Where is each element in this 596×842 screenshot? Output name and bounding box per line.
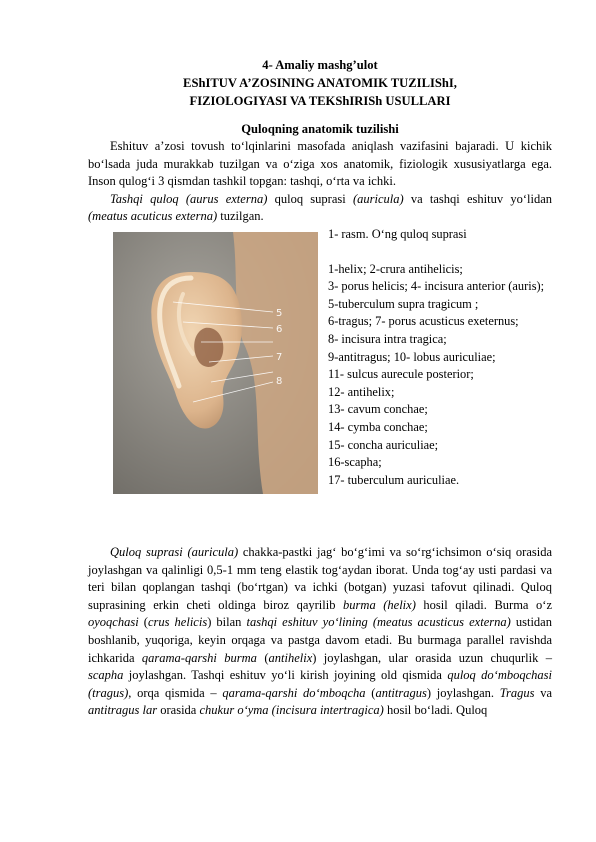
pointer-number: 7	[276, 351, 283, 363]
legend-item: 9-antitragus; 10- lobus auriculiae;	[328, 349, 496, 364]
body-paragraph: Quloq suprasi (auricula) chakka-pastki jag‘ bo‘g‘imi va so‘rg‘ichsimon o‘siq orasida joylashgan va qalinligi 0,5-1 mm teng elastik tog‘aydan iborat. Unda tog‘ay usti pardasi va teri bilan qoplangan tashqi (bo‘rtgan) va ichki (botgan) yuzasi tafovut qilinadi. Quloq suprasining erkin cheti oldinga biroz qayrilib burma (helix) hosil qiladi. Burma o‘z oyoqchasi (crus helicis) bilan tashqi eshituv yo‘lining (meatus acusticus externa) ustidan boshlanib, yuqoriga, keyin orqaga va pastga davom etadi. Bu burmaga parallel ravishda ichkarida qarama-qarshi burma (antihelix) joylashgan, ular orasida uzun chuqurlik – scapha joylashgan. Tashqi eshituv yo‘li kirish joyining old qismida quloq do‘mboqchasi (tragus), orqa qismida – qarama-qarshi do‘mboqcha (antitragus) joylashgan. Tragus va antitragus lar orasida chukur o‘yma (incisura intertragica) hosil bo‘ladi. Quloq	[88, 544, 553, 718]
legend-item: 3- porus helicis; 4- incisura anterior (auris);	[328, 279, 545, 294]
legend-item: 6-tragus; 7- porus acusticus exeternus;	[328, 314, 519, 329]
legend-item: 5-tuberculum supra tragicum ;	[328, 296, 479, 311]
figure	[88, 226, 552, 544]
pointer-number: 5	[276, 307, 283, 319]
lesson-title-line2: FIZIOLOGIYASI VA TEKShIRISh USULLARI	[189, 94, 451, 108]
lesson-number: 4- Amaliy mashg’ulot	[262, 58, 378, 72]
legend-item: 15- concha auriculiae;	[328, 437, 439, 452]
lesson-title-line1: EShITUV A’ZOSINING ANATOMIK TUZILIShI,	[183, 76, 457, 90]
section-title: Quloqning anatomik tuzilishi	[241, 122, 399, 136]
intro-paragraph: Eshituv a’zosi tovush to‘lqinlarini masofada aniqlash vazifasini bajaradi. U kichik bo‘lsada juda murakkab tuzilgan va o‘ziga xos anatomik, fiziologik xususiyatlarga ega. Inson qulog‘i 3 qismdan tashkil topgan: tashqi, o‘rta va ichki.	[88, 139, 552, 189]
figure-caption: 1- rasm. O‘ng quloq suprasi	[328, 226, 467, 241]
ear-photo	[113, 232, 318, 494]
document-page	[88, 56, 552, 720]
legend-item: 13- cavum conchae;	[328, 402, 428, 417]
ear-illustration	[113, 232, 318, 494]
figure-legend	[328, 226, 548, 489]
legend-item: 14- cymba conchae;	[328, 419, 428, 434]
legend-item: 1-helix; 2-crura antihelicis;	[328, 261, 463, 276]
pointer-number: 8	[276, 375, 283, 387]
legend-item: 12- antihelix;	[328, 384, 395, 399]
term: (auricula)	[352, 191, 404, 206]
term: (meatus acuticus externa)	[88, 209, 218, 224]
pointer-number: 6	[276, 323, 283, 335]
legend-item: 16-scapha;	[328, 455, 382, 470]
legend-item: 11- sulcus aurecule posterior;	[328, 367, 474, 382]
term: Tashqi quloq (aurus externa)	[110, 191, 268, 206]
legend-item: 8- incisura intra tragica;	[328, 331, 447, 346]
intro-paragraph-2: Tashqi quloq (aurus externa) quloq suprasi (auricula) va tashqi eshituv yo‘lidan (meatus acuticus externa) tuzilgan.	[88, 191, 552, 224]
legend-item: 17- tuberculum auriculiae.	[328, 472, 460, 487]
